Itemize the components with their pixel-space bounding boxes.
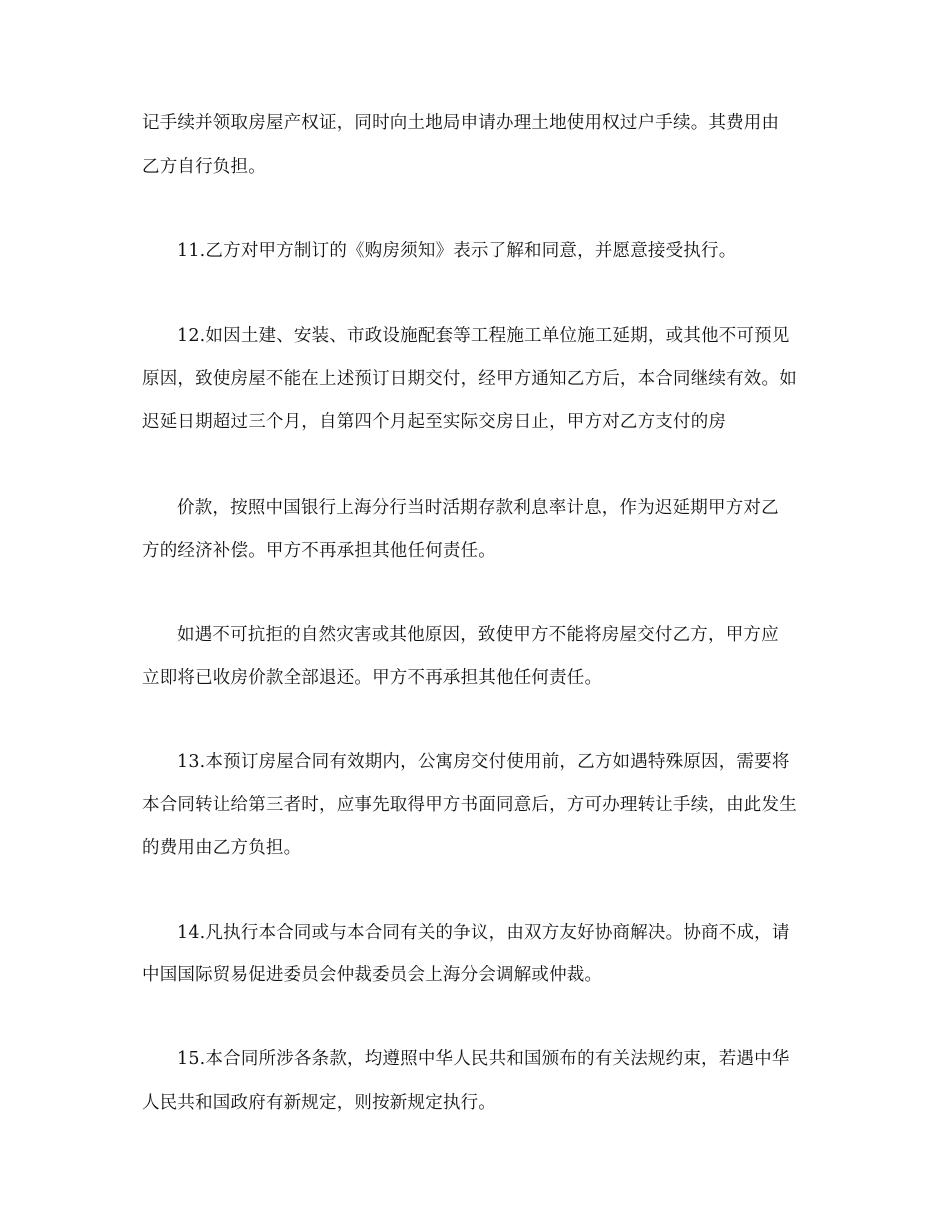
text-line: 记手续并领取房屋产权证，同时向土地局申请办理土地使用权过户手续。其费用由 (142, 113, 780, 133)
text-line: 12.如因土建、安装、市政设施配套等工程施工单位施工延期，或其他不可预见 (177, 326, 790, 346)
text-line: 原因，致使房屋不能在上述预订日期交付，经甲方通知乙方后，本合同继续有效。如 (142, 369, 797, 389)
text-line: 本合同转让给第三者时，应事先取得甲方书面同意后，方可办理转让手续，由此发生 (142, 795, 797, 815)
text-line: 乙方自行负担。 (142, 157, 266, 177)
text-line: 11.乙方对甲方制订的《购房须知》表示了解和同意，并愿意接受执行。 (177, 241, 737, 261)
text-line: 立即将已收房价款全部退还。甲方不再承担其他任何责任。 (142, 668, 603, 688)
text-line: 15.本合同所涉各条款，均遵照中华人民共和国颁布的有关法规约束，若遇中华 (177, 1049, 790, 1069)
text-line: 价款，按照中国银行上海分行当时活期存款利息率计息，作为迟延期甲方对乙 (177, 498, 779, 518)
text-line: 如遇不可抗拒的自然灾害或其他原因，致使甲方不能将房屋交付乙方，甲方应 (177, 625, 779, 645)
text-line: 迟延日期超过三个月，自第四个月起至实际交房日止，甲方对乙方支付的房 (142, 412, 727, 432)
text-line: 14.凡执行本合同或与本合同有关的争议，由双方友好协商解决。协商不成，请 (177, 923, 790, 943)
text-line: 的费用由乙方负担。 (142, 838, 302, 858)
text-line: 中国国际贸易促进委员会仲裁委员会上海分会调解或仲裁。 (142, 965, 603, 985)
text-line: 13.本预订房屋合同有效期内，公寓房交付使用前，乙方如遇特殊原因，需要将 (177, 752, 790, 772)
text-line: 方的经济补偿。甲方不再承担其他任何责任。 (142, 541, 496, 561)
text-line: 人民共和国政府有新规定，则按新规定执行。 (142, 1093, 496, 1113)
